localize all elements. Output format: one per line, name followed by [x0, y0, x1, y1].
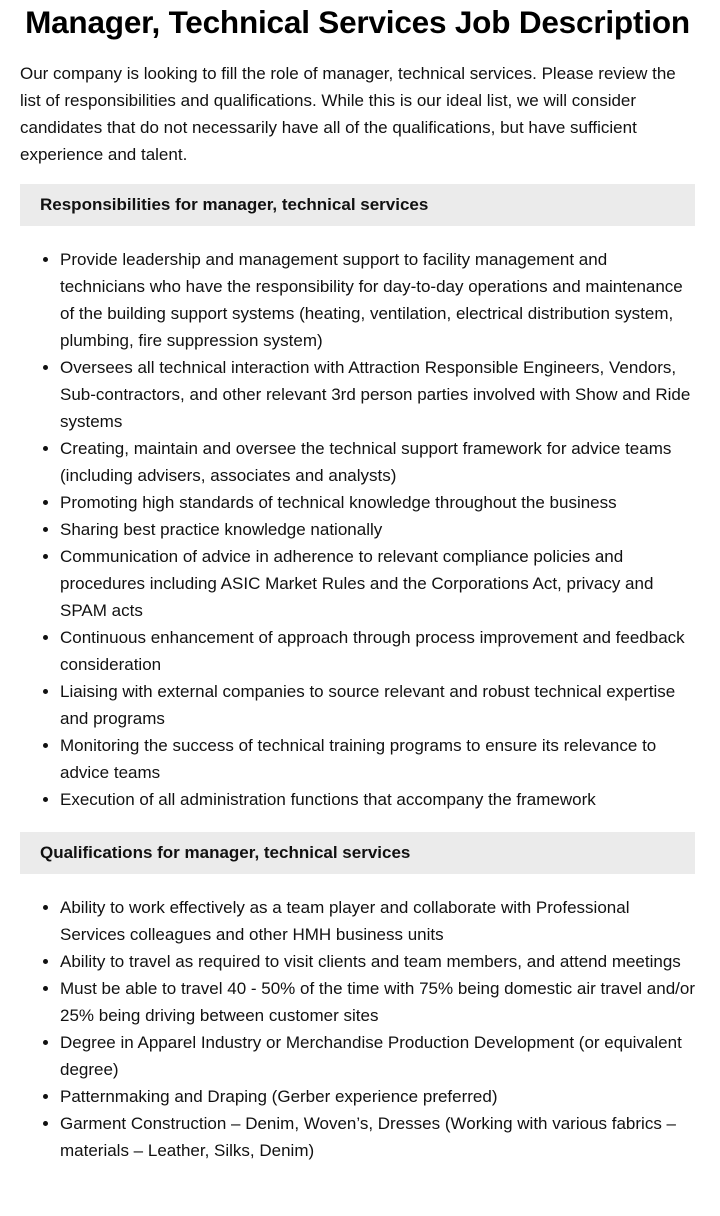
qualifications-heading: Qualifications for manager, technical services [20, 832, 695, 874]
responsibilities-heading: Responsibilities for manager, technical services [20, 184, 695, 226]
list-item: • Patternmaking and Draping (Gerber experience preferred) [60, 1083, 695, 1110]
list-item: • Ability to travel as required to visit clients and team members, and attend meetings [60, 948, 695, 975]
list-item: • Monitoring the success of technical training programs to ensure its relevance to advice teams [60, 732, 695, 786]
list-item: • Communication of advice in adherence to relevant compliance policies and procedures including ASIC Market Rules and the Corporations Act, privacy and SPAM acts [60, 543, 695, 624]
list-item: • Continuous enhancement of approach through process improvement and feedback consideration [60, 624, 695, 678]
list-item: • Degree in Apparel Industry or Merchandise Production Development (or equivalent degree) [60, 1029, 695, 1083]
list-item: • Promoting high standards of technical knowledge throughout the business [60, 489, 695, 516]
page-title: Manager, Technical Services Job Description [25, 4, 690, 40]
list-item: • Liaising with external companies to source relevant and robust technical expertise and programs [60, 678, 695, 732]
responsibilities-list [20, 246, 695, 813]
qualifications-list [20, 894, 695, 1164]
list-item: • Sharing best practice knowledge nationally [60, 516, 695, 543]
list-item: • Ability to work effectively as a team player and collaborate with Professional Services colleagues and other HMH business units [60, 894, 695, 948]
list-item: • Creating, maintain and oversee the technical support framework for advice teams (including advisers, associates and analysts) [60, 435, 695, 489]
list-item: • Oversees all technical interaction with Attraction Responsible Engineers, Vendors, Sub-contractors, and other relevant 3rd person parties involved with Show and Ride systems [60, 354, 695, 435]
list-item: • Provide leadership and management support to facility management and technicians who have the responsibility for day-to-day operations and maintenance of the building support systems (heating, ventilation, electrical distribution system, plumbing, fire suppression system) [60, 246, 695, 354]
list-item: • Garment Construction – Denim, Woven’s, Dresses (Working with various fabrics –materials – Leather, Silks, Denim) [60, 1110, 695, 1164]
list-item: • Must be able to travel 40 - 50% of the time with 75% being domestic air travel and/or 25% being driving between customer sites [60, 975, 695, 1029]
intro-paragraph: Our company is looking to fill the role of manager, technical services. Please review the list of responsibilities and qualifications. While this is our ideal list, we will consider candidates that do not necessarily have all of the qualifications, but have sufficient experience and talent. [20, 64, 676, 164]
list-item: • Execution of all administration functions that accompany the framework [60, 786, 695, 813]
